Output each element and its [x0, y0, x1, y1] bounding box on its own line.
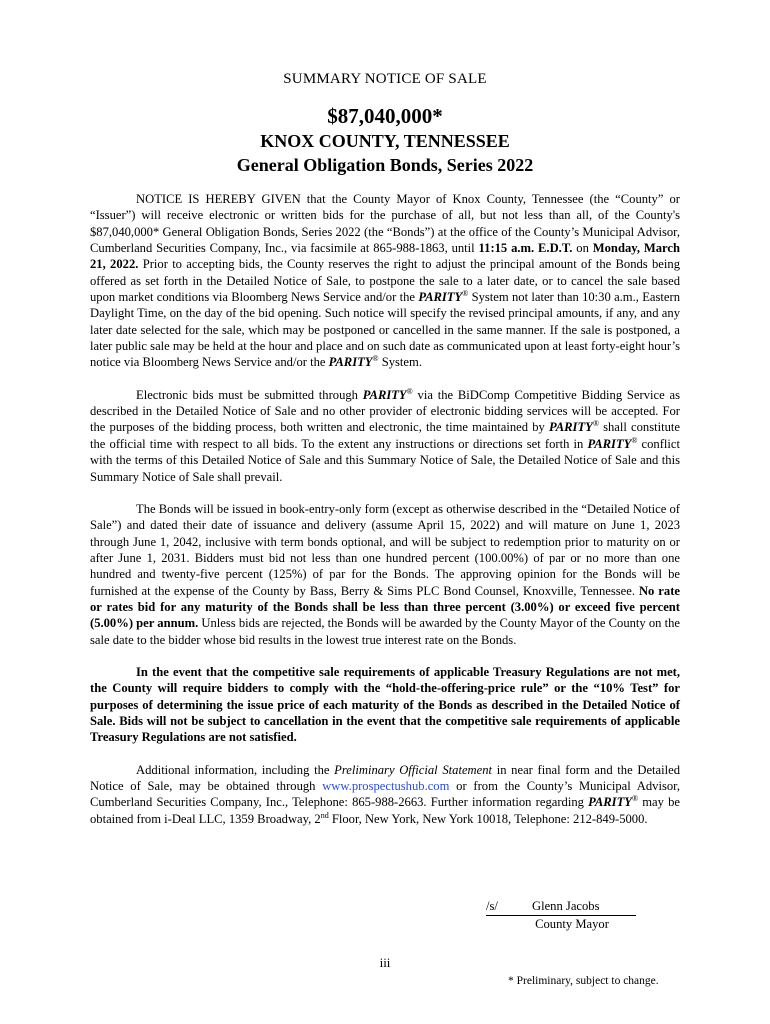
p1-text-c: on [572, 241, 593, 256]
p1-text-f: System not later than 10:30 a.m., Eastern Daylight Time, on the day of the bid opening. Such notice will specify the revised principal amounts, if any, and any later date selected for the sale, which may be postponed or cancelled in the same manner. If the sale is postponed, a later public sale may be held at the hour and place and on such date as communicated upon at least forty-eight hour’s notice via Bloomberg News Service and/or the [90, 290, 680, 370]
p5-official-statement: Preliminary Official Statement [334, 762, 493, 777]
p5-text-a: Additional information, including the [136, 762, 335, 777]
p2-text-b: via the BiDComp Competitive Bidding Service as described in the Detailed Notice of Sale and no other provider of electronic bidding services will be accepted. For the purposes of the bidding process, both written and electronic, the time maintained by [90, 387, 680, 435]
paragraph-bond-terms [90, 501, 680, 648]
registered-mark: ® [462, 288, 469, 298]
notice-body [90, 191, 680, 843]
bond-series: General Obligation Bonds, Series 2022 [236, 155, 534, 175]
paragraph-notice [90, 191, 680, 371]
page-number: iii [379, 955, 391, 970]
bond-amount: $87,040,000* [327, 104, 443, 128]
p1-text-a: NOTICE IS HEREBY GIVEN that the County Mayor of Knox County, Tennessee (the “County” or “Issuer”) will receive electronic or written bids for the purchase of all, but not less than all, of the County's $87,040,000* General Obligation Bonds, Series 2022 (the “Bonds”) at the office of the County’s Municipal Advisor, Cumberland Securities Company, Inc., via facsimile at 865-988-1863, until [90, 192, 680, 256]
p5-text-e: may be obtained from i-Deal LLC, 1359 Broadway, 2 [90, 795, 680, 826]
signatory-title: County Mayor [535, 917, 609, 931]
paragraph-additional-info [90, 762, 680, 827]
parity-term: PARITY [328, 355, 373, 370]
p2-text-c: shall constitute the official time with respect to all bids. To the extent any instructions or directions set forth in [90, 420, 680, 451]
registered-mark: ® [406, 386, 413, 396]
paragraph-electronic-bids [90, 387, 680, 485]
parity-term: PARITY [548, 420, 593, 435]
parity-term: PARITY [588, 795, 632, 810]
p3-rate-limits: No rate or rates bid for any maturity of the Bonds shall be less than three percent (3.00%) or exceed five percent (5.00%) per annum. [90, 583, 680, 631]
p5-text-f: Floor, New York, New York 10018, Telephone: 212-849-5000. [328, 811, 648, 826]
p3-text-c: Unless bids are rejected, the Bonds will be awarded by the County Mayor of the County on the sale date to the bidder whose bid results in the lowest true interest rate on the Bonds. [90, 616, 680, 647]
p2-text-a: Electronic bids must be submitted through [136, 387, 363, 402]
signature-mark: /s/ [486, 899, 498, 913]
p3-text-a: The Bonds will be issued in book-entry-only form (except as otherwise described in the “Detailed Notice of Sale”) and dated their date of issuance and delivery (assume April 15, 2022) and will mature on June 1, 2023 through June 1, 2042, inclusive with term bonds optional, and will be subject to redemption prior to maturity on or after June 1, 2031. Bidders must bid not less than one hundred percent (100.00%) of par or no more than one hundred and twenty-five percent (125%) of par for the Bonds. The approving opinion for the Bonds will be furnished at the expense of the County by Bass, Berry & Sims PLC Bond Counsel, Knoxville, Tennessee. [90, 501, 680, 598]
p2-text-d: conflict with the terms of this Detailed Notice of Sale and this Summary Notice of Sale, the Detailed Notice of Sale and this Summary Notice of Sale shall prevail. [90, 436, 680, 484]
p5-text-d: or from the County’s Municipal Advisor, Cumberland Securities Company, Inc., Telephone: 865-988-2663. Further information regarding [90, 779, 680, 810]
registered-mark: ® [372, 354, 379, 364]
p5-text-c: in near final form and the Detailed Notice of Sale, may be obtained through [90, 762, 681, 793]
prospectushub-link[interactable]: www.prospectushub.com [322, 779, 450, 793]
registered-mark: ® [631, 435, 638, 445]
registered-mark: ® [592, 419, 599, 429]
notice-heading: SUMMARY NOTICE OF SALE [283, 71, 487, 87]
p1-bid-date: Monday, March 21, 2022. [90, 241, 680, 272]
parity-term: PARITY [418, 290, 463, 305]
registered-mark: ® [631, 794, 639, 804]
signature-block [486, 898, 636, 933]
parity-term: PARITY [362, 387, 407, 402]
footnote: * Preliminary, subject to change. [508, 975, 659, 987]
p1-text-g: System. [378, 355, 422, 370]
signatory-name: Glenn Jacobs [532, 899, 600, 913]
parity-term: PARITY [587, 436, 632, 451]
p1-text-e: Prior to accepting bids, the County reserves the right to adjust the principal amount of the Bonds being offered as set forth in the Detailed Notice of Sale, to postpone the sale to a later date, or to cancel the sale based upon market conditions via Bloomberg News Service and/or the [90, 257, 680, 305]
paragraph-treasury-regulations: In the event that the competitive sale requirements of applicable Treasury Regulations are not met, the County will require bidders to comply with the “hold-the-offering-price rule” or the “10% Test” for purposes of determining the issue price of each maturity of the Bonds as described in the Detailed Notice of Sale. Bids will not be subject to cancellation in the event that the competitive sale requirements of applicable Treasury Regulations are not satisfied. [90, 664, 680, 745]
document-page [90, 0, 680, 1024]
p1-bid-time: 11:15 a.m. E.D.T. [478, 241, 573, 256]
signature-line [486, 898, 636, 916]
ordinal-suffix: nd [320, 810, 329, 820]
issuer-name: KNOX COUNTY, TENNESSEE [260, 131, 510, 151]
